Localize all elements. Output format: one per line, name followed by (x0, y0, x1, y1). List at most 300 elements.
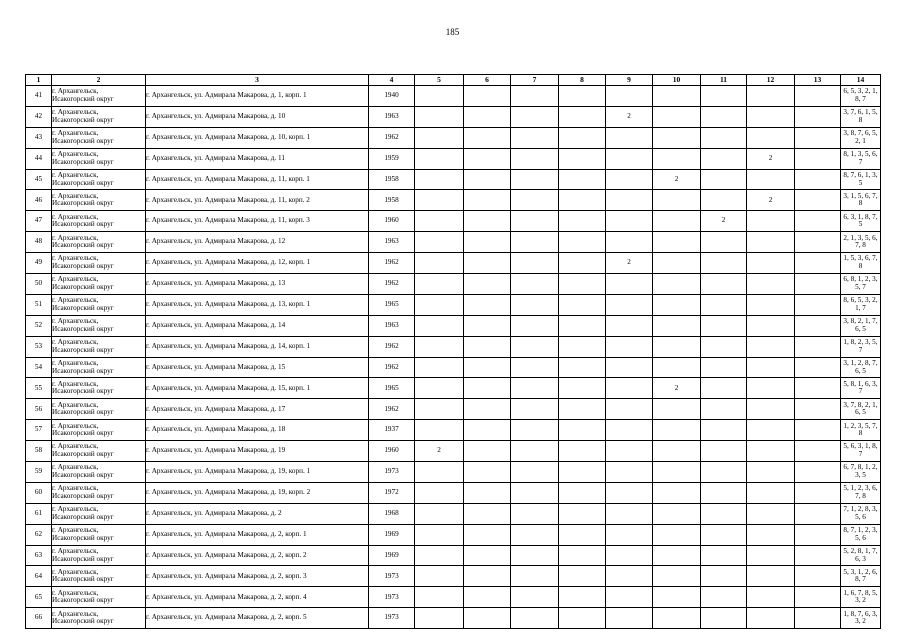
district-city: г. Архангельск, (52, 421, 99, 430)
district-city: г. Архангельск, (52, 358, 99, 367)
district-cell (52, 232, 146, 253)
col-7-cell (511, 587, 559, 608)
col-13-cell (795, 399, 841, 420)
district-cell (52, 190, 146, 211)
row-number-cell: 59 (26, 462, 52, 483)
address-cell: г. Архангельск, ул. Адмирала Макарова, д. 11 (146, 148, 369, 169)
col-11-cell (701, 253, 747, 274)
table-row (26, 190, 881, 211)
district-okrug: Исакогорский округ (52, 241, 114, 250)
district-city: г. Архангельск, (52, 505, 99, 514)
col-12-cell (747, 524, 795, 545)
address-cell: г. Архангельск, ул. Адмирала Макарова, д. 15 (146, 357, 369, 378)
sequence-cell: 1, 2, 3, 5, 7, 8 (841, 420, 881, 441)
address-cell: г. Архангельск, ул. Адмирала Макарова, д. 1, корп. 1 (146, 86, 369, 107)
col-9-cell: 2 (606, 106, 653, 127)
col-9-cell (606, 357, 653, 378)
sequence-cell: 8, 7, 1, 2, 3, 5, 6 (841, 524, 881, 545)
col-8-cell (559, 587, 606, 608)
col-9-cell: 2 (606, 253, 653, 274)
col-10-cell (653, 127, 701, 148)
col-12-cell (747, 294, 795, 315)
col-6-cell (464, 587, 511, 608)
year-cell: 1937 (369, 420, 415, 441)
address-cell: г. Архангельск, ул. Адмирала Макарова, д. 11, корп. 2 (146, 190, 369, 211)
col-9-cell (606, 420, 653, 441)
table-row (26, 86, 881, 107)
col-8-cell (559, 127, 606, 148)
col-7-cell (511, 232, 559, 253)
sequence-cell: 1, 6, 7, 8, 5, 3, 2 (841, 587, 881, 608)
sequence-cell: 5, 1, 2, 3, 6, 7, 8 (841, 482, 881, 503)
table-row (26, 378, 881, 399)
col-13-cell (795, 274, 841, 295)
address-cell: г. Архангельск, ул. Адмирала Макарова, д. 14, корп. 1 (146, 336, 369, 357)
year-cell: 1968 (369, 503, 415, 524)
col-12-cell (747, 587, 795, 608)
col-10-cell (653, 106, 701, 127)
col-7-cell (511, 336, 559, 357)
col-8-cell (559, 169, 606, 190)
col-6-cell (464, 566, 511, 587)
year-cell: 1960 (369, 211, 415, 232)
row-number-cell: 45 (26, 169, 52, 190)
col-5-cell (415, 253, 464, 274)
col-9-cell (606, 545, 653, 566)
year-cell: 1962 (369, 399, 415, 420)
col-10-cell (653, 545, 701, 566)
district-cell (52, 399, 146, 420)
district-cell (52, 462, 146, 483)
col-5-cell (415, 274, 464, 295)
district-cell (52, 253, 146, 274)
col-12-cell (747, 462, 795, 483)
sequence-cell: 5, 6, 3, 1, 8, 7 (841, 441, 881, 462)
col-8-cell (559, 106, 606, 127)
column-header: 10 (653, 75, 701, 86)
col-8-cell (559, 336, 606, 357)
col-11-cell (701, 169, 747, 190)
col-12-cell (747, 232, 795, 253)
col-13-cell (795, 294, 841, 315)
col-5-cell (415, 336, 464, 357)
col-6-cell (464, 232, 511, 253)
row-number-cell: 66 (26, 608, 52, 629)
district-cell (52, 566, 146, 587)
table-row (26, 148, 881, 169)
col-11-cell (701, 190, 747, 211)
year-cell: 1969 (369, 524, 415, 545)
year-cell: 1963 (369, 232, 415, 253)
col-11-cell (701, 274, 747, 295)
district-cell (52, 608, 146, 629)
row-number-cell: 55 (26, 378, 52, 399)
col-9-cell (606, 315, 653, 336)
table-row (26, 441, 881, 462)
sequence-cell: 6, 7, 8, 1, 2, 3, 5 (841, 462, 881, 483)
col-6-cell (464, 86, 511, 107)
col-8-cell (559, 253, 606, 274)
col-5-cell (415, 232, 464, 253)
district-okrug: Исакогорский округ (52, 324, 114, 333)
col-12-cell (747, 127, 795, 148)
col-13-cell (795, 86, 841, 107)
district-cell (52, 274, 146, 295)
district-okrug: Исакогорский округ (52, 178, 114, 187)
col-12-cell (747, 608, 795, 629)
col-6-cell (464, 169, 511, 190)
col-6-cell (464, 274, 511, 295)
address-cell: г. Архангельск, ул. Адмирала Макарова, д. 19 (146, 441, 369, 462)
col-6-cell (464, 253, 511, 274)
district-city: г. Архангельск, (52, 609, 99, 618)
row-number-cell: 48 (26, 232, 52, 253)
col-10-cell (653, 315, 701, 336)
district-okrug: Исакогорский округ (52, 345, 114, 354)
col-10-cell: 2 (653, 169, 701, 190)
col-13-cell (795, 169, 841, 190)
col-10-cell (653, 294, 701, 315)
col-8-cell (559, 315, 606, 336)
col-10-cell (653, 190, 701, 211)
address-cell: г. Архангельск, ул. Адмирала Макарова, д. 14 (146, 315, 369, 336)
col-12-cell (747, 545, 795, 566)
col-10-cell (653, 462, 701, 483)
col-13-cell (795, 503, 841, 524)
col-11-cell (701, 148, 747, 169)
col-9-cell (606, 608, 653, 629)
address-cell: г. Архангельск, ул. Адмирала Макарова, д. 13, корп. 1 (146, 294, 369, 315)
col-10-cell (653, 441, 701, 462)
col-5-cell (415, 524, 464, 545)
col-8-cell (559, 378, 606, 399)
district-cell (52, 441, 146, 462)
col-7-cell (511, 420, 559, 441)
address-cell: г. Архангельск, ул. Адмирала Макарова, д. 2 (146, 503, 369, 524)
row-number-cell: 62 (26, 524, 52, 545)
col-8-cell (559, 462, 606, 483)
col-7-cell (511, 399, 559, 420)
row-number-cell: 42 (26, 106, 52, 127)
col-8-cell (559, 399, 606, 420)
col-9-cell (606, 86, 653, 107)
col-5-cell (415, 399, 464, 420)
column-header: 8 (559, 75, 606, 86)
table-row (26, 211, 881, 232)
district-city: г. Архангельск, (52, 275, 99, 284)
col-12-cell (747, 378, 795, 399)
col-9-cell (606, 294, 653, 315)
col-8-cell (559, 190, 606, 211)
col-9-cell (606, 587, 653, 608)
col-12-cell (747, 169, 795, 190)
district-city: г. Архангельск, (52, 191, 99, 200)
col-10-cell (653, 232, 701, 253)
col-7-cell (511, 294, 559, 315)
col-5-cell (415, 462, 464, 483)
col-9-cell (606, 378, 653, 399)
col-7-cell (511, 441, 559, 462)
col-8-cell (559, 482, 606, 503)
district-city: г. Архангельск, (52, 129, 99, 138)
district-okrug: Исакогорский округ (52, 596, 114, 605)
address-cell: г. Архангельск, ул. Адмирала Макарова, д. 2, корп. 4 (146, 587, 369, 608)
col-8-cell (559, 545, 606, 566)
district-city: г. Архангельск, (52, 442, 99, 451)
sequence-cell: 2, 1, 3, 5, 6, 7, 8 (841, 232, 881, 253)
column-header: 12 (747, 75, 795, 86)
row-number-cell: 61 (26, 503, 52, 524)
col-12-cell (747, 211, 795, 232)
col-5-cell (415, 106, 464, 127)
address-cell: г. Архангельск, ул. Адмирала Макарова, д. 12 (146, 232, 369, 253)
table-row (26, 127, 881, 148)
col-13-cell (795, 608, 841, 629)
table-row (26, 399, 881, 420)
district-okrug: Исакогорский округ (52, 115, 114, 124)
district-cell (52, 378, 146, 399)
col-7-cell (511, 190, 559, 211)
col-12-cell (747, 336, 795, 357)
col-6-cell (464, 545, 511, 566)
district-city: г. Архангельск, (52, 567, 99, 576)
col-10-cell (653, 274, 701, 295)
col-5-cell (415, 190, 464, 211)
sequence-cell: 1, 8, 7, 6, 3, 3, 2 (841, 608, 881, 629)
col-7-cell (511, 127, 559, 148)
district-city: г. Архангельск, (52, 296, 99, 305)
col-7-cell (511, 608, 559, 629)
col-11-cell (701, 399, 747, 420)
row-number-cell: 49 (26, 253, 52, 274)
col-6-cell (464, 106, 511, 127)
col-13-cell (795, 232, 841, 253)
district-city: г. Архангельск, (52, 588, 99, 597)
column-header: 13 (795, 75, 841, 86)
sequence-cell: 6, 5, 3, 2, 1, 8, 7 (841, 86, 881, 107)
year-cell: 1958 (369, 169, 415, 190)
district-okrug: Исакогорский округ (52, 429, 114, 438)
col-6-cell (464, 211, 511, 232)
year-cell: 1958 (369, 190, 415, 211)
col-10-cell (653, 420, 701, 441)
table-row (26, 274, 881, 295)
col-8-cell (559, 211, 606, 232)
row-number-cell: 56 (26, 399, 52, 420)
row-number-cell: 54 (26, 357, 52, 378)
year-cell: 1963 (369, 315, 415, 336)
col-13-cell (795, 587, 841, 608)
col-7-cell (511, 545, 559, 566)
table-row (26, 608, 881, 629)
col-6-cell (464, 190, 511, 211)
col-6-cell (464, 336, 511, 357)
district-okrug: Исакогорский округ (52, 199, 114, 208)
col-6-cell (464, 315, 511, 336)
district-city: г. Архангельск, (52, 463, 99, 472)
district-okrug: Исакогорский округ (52, 554, 114, 563)
col-12-cell (747, 253, 795, 274)
col-11-cell (701, 315, 747, 336)
col-13-cell (795, 545, 841, 566)
col-11-cell (701, 106, 747, 127)
registry-table (25, 74, 881, 629)
column-header: 3 (146, 75, 369, 86)
row-number-cell: 64 (26, 566, 52, 587)
sequence-cell: 3, 8, 7, 6, 5, 2, 1 (841, 127, 881, 148)
col-10-cell (653, 253, 701, 274)
district-okrug: Исакогорский округ (52, 282, 114, 291)
col-6-cell (464, 357, 511, 378)
col-10-cell (653, 503, 701, 524)
table-row (26, 420, 881, 441)
col-11-cell (701, 482, 747, 503)
district-okrug: Исакогорский округ (52, 136, 114, 145)
col-11-cell (701, 294, 747, 315)
sequence-cell: 5, 8, 1, 6, 3, 7 (841, 378, 881, 399)
col-8-cell (559, 566, 606, 587)
col-11-cell (701, 566, 747, 587)
col-10-cell: 2 (653, 378, 701, 399)
district-okrug: Исакогорский округ (52, 491, 114, 500)
col-12-cell: 2 (747, 190, 795, 211)
col-11-cell (701, 608, 747, 629)
district-okrug: Исакогорский округ (52, 617, 114, 626)
year-cell: 1969 (369, 545, 415, 566)
col-12-cell: 2 (747, 148, 795, 169)
row-number-cell: 51 (26, 294, 52, 315)
col-8-cell (559, 441, 606, 462)
col-6-cell (464, 420, 511, 441)
address-cell: г. Архангельск, ул. Адмирала Макарова, д. 10 (146, 106, 369, 127)
row-number-cell: 52 (26, 315, 52, 336)
row-number-cell: 41 (26, 86, 52, 107)
row-number-cell: 44 (26, 148, 52, 169)
sequence-cell: 3, 7, 6, 1, 5, 8 (841, 106, 881, 127)
col-8-cell (559, 148, 606, 169)
col-9-cell (606, 336, 653, 357)
col-7-cell (511, 482, 559, 503)
sequence-cell: 5, 2, 8, 1, 7, 6, 3 (841, 545, 881, 566)
district-city: г. Архангельск, (52, 108, 99, 117)
district-city: г. Архангельск, (52, 233, 99, 242)
column-header: 5 (415, 75, 464, 86)
col-7-cell (511, 357, 559, 378)
col-10-cell (653, 336, 701, 357)
table-row (26, 524, 881, 545)
year-cell: 1973 (369, 608, 415, 629)
district-cell (52, 86, 146, 107)
address-cell: г. Архангельск, ул. Адмирала Макарова, д. 18 (146, 420, 369, 441)
col-10-cell (653, 566, 701, 587)
district-okrug: Исакогорский округ (52, 303, 114, 312)
col-7-cell (511, 253, 559, 274)
table-row (26, 357, 881, 378)
row-number-cell: 58 (26, 441, 52, 462)
address-cell: г. Архангельск, ул. Адмирала Макарова, д. 10, корп. 1 (146, 127, 369, 148)
col-13-cell (795, 482, 841, 503)
col-7-cell (511, 315, 559, 336)
col-13-cell (795, 420, 841, 441)
col-7-cell (511, 148, 559, 169)
col-11-cell (701, 336, 747, 357)
column-header: 9 (606, 75, 653, 86)
column-header: 2 (52, 75, 146, 86)
col-7-cell (511, 86, 559, 107)
col-13-cell (795, 524, 841, 545)
row-number-cell: 65 (26, 587, 52, 608)
table-row (26, 566, 881, 587)
col-13-cell (795, 127, 841, 148)
column-header: 14 (841, 75, 881, 86)
sequence-cell: 3, 1, 5, 6, 7, 8 (841, 190, 881, 211)
district-cell (52, 545, 146, 566)
col-8-cell (559, 524, 606, 545)
sequence-cell: 6, 8, 1, 2, 3, 5, 7 (841, 274, 881, 295)
col-10-cell (653, 608, 701, 629)
col-6-cell (464, 441, 511, 462)
col-11-cell (701, 86, 747, 107)
district-city: г. Архангельск, (52, 87, 99, 96)
col-8-cell (559, 503, 606, 524)
district-okrug: Исакогорский округ (52, 512, 114, 521)
row-number-cell: 53 (26, 336, 52, 357)
col-9-cell (606, 524, 653, 545)
district-city: г. Архангельск, (52, 379, 99, 388)
col-10-cell (653, 148, 701, 169)
col-5-cell: 2 (415, 441, 464, 462)
table-row (26, 253, 881, 274)
col-11-cell (701, 357, 747, 378)
col-6-cell (464, 482, 511, 503)
district-cell (52, 420, 146, 441)
col-9-cell (606, 399, 653, 420)
year-cell: 1965 (369, 294, 415, 315)
col-5-cell (415, 545, 464, 566)
row-number-cell: 63 (26, 545, 52, 566)
district-okrug: Исакогорский округ (52, 533, 114, 542)
col-13-cell (795, 106, 841, 127)
col-5-cell (415, 566, 464, 587)
district-city: г. Архангельск, (52, 150, 99, 159)
col-10-cell (653, 587, 701, 608)
col-5-cell (415, 378, 464, 399)
district-city: г. Архангельск, (52, 212, 99, 221)
district-city: г. Архангельск, (52, 484, 99, 493)
col-8-cell (559, 357, 606, 378)
address-cell: г. Архангельск, ул. Адмирала Макарова, д. 19, корп. 2 (146, 482, 369, 503)
row-number-cell: 60 (26, 482, 52, 503)
district-okrug: Исакогорский округ (52, 450, 114, 459)
district-okrug: Исакогорский округ (52, 575, 114, 584)
col-10-cell (653, 211, 701, 232)
year-cell: 1962 (369, 253, 415, 274)
row-number-cell: 57 (26, 420, 52, 441)
year-cell: 1962 (369, 336, 415, 357)
row-number-cell: 47 (26, 211, 52, 232)
col-9-cell (606, 503, 653, 524)
district-city: г. Архангельск, (52, 526, 99, 535)
col-8-cell (559, 294, 606, 315)
col-11-cell: 2 (701, 211, 747, 232)
year-cell: 1973 (369, 462, 415, 483)
col-5-cell (415, 169, 464, 190)
col-11-cell (701, 420, 747, 441)
district-cell (52, 524, 146, 545)
col-6-cell (464, 294, 511, 315)
year-cell: 1962 (369, 127, 415, 148)
col-10-cell (653, 399, 701, 420)
